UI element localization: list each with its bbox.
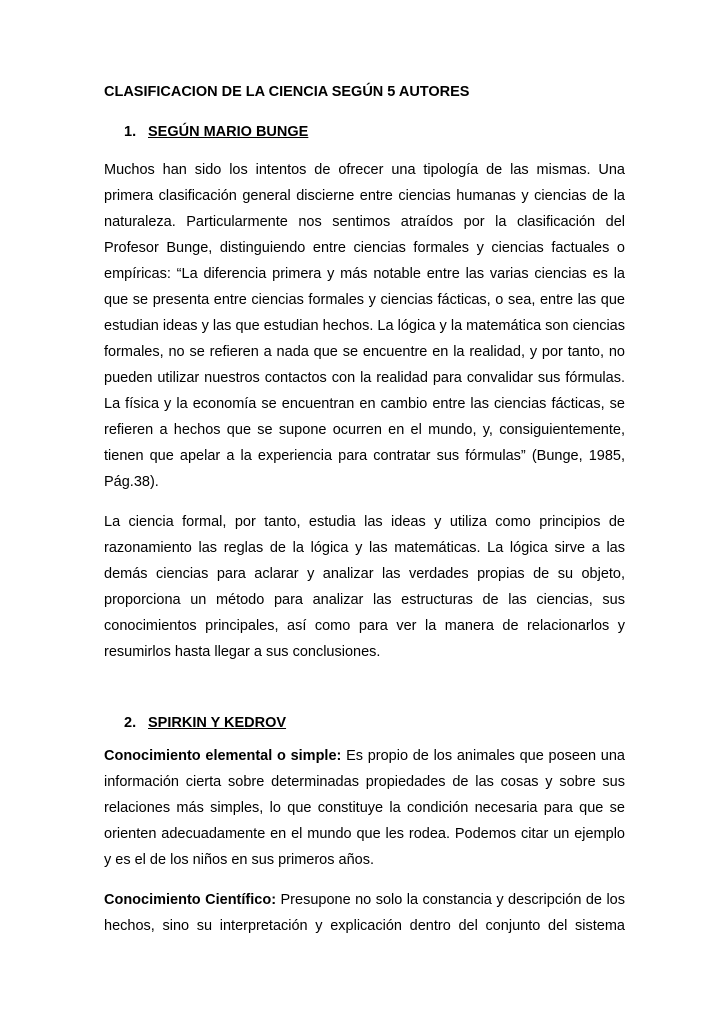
paragraph-text: Presupone no solo la constancia y descripción de los hechos, sino su interpretación y explicación dentro del conjunto del sistema [104,892,625,934]
paragraph-ciencia-formal [104,509,625,665]
paragraph-text: Muchos han sido los intentos de ofrecer una tipología de las mismas. Una primera clasificación general discierne entre ciencias humanas y ciencias de la naturaleza. Particularmente nos sentimos atraídos por la clasificación del Profesor Bunge, distinguiendo entre ciencias formales y ciencias factuales o empíricas: “La diferencia primera y más notable entre las varias ciencias es la que se presenta entre ciencias formales y ciencias fácticas, o sea, entre las que estudian ideas y las que estudian hechos. La lógica y la matemática son ciencias formales, no se refieren a nada que se encuentre en la realidad, y por tanto, no pueden utilizar nuestros contactos con la realidad para convalidar sus fórmulas. La física y la economía se encuentran en cambio entre las ciencias fácticas, se refieren a hechos que se supone ocurren en el mundo, y, consiguientemente, tienen que apelar a la experiencia para contratar sus fórmulas” (Bunge, 1985, Pág.38). [104,162,625,490]
paragraph-bunge-intro [104,157,625,495]
paragraph-conocimiento-elemental [104,743,625,873]
section-heading-bunge [104,122,625,142]
paragraph-text: La ciencia formal, por tanto, estudia las ideas y utiliza como principios de razonamiento las reglas de la lógica y las matemáticas. La lógica sirve a las demás ciencias para aclarar y analizar las verdades propias de su objeto, proporciona un método para analizar las estructuras de las ciencias, sus conocimientos principales, así como para ver la manera de relacionarlos y resumirlos hasta llegar a sus conclusiones. [104,514,625,660]
document-body [104,82,625,939]
section-number: 1. [124,124,137,140]
section-title: SPIRKIN Y KEDROV [148,715,287,731]
paragraph-text: Es propio de los animales que poseen una información cierta sobre determinadas propiedades de las cosas y sobre sus relaciones más simples, lo que constituye la condición necesaria para que se orienten adecuadamente en el mundo que les rodea. Podemos citar un ejemplo y es el de los niños en sus primeros años. [104,748,625,868]
section-heading-spirkin [104,713,625,733]
paragraph-lead: Conocimiento Científico: [104,892,277,908]
section-number: 2. [124,715,137,731]
section-title: SEGÚN MARIO BUNGE [148,124,309,140]
document-title: CLASIFICACION DE LA CIENCIA SEGÚN 5 AUTORES [104,84,470,100]
paragraph-conocimiento-cientifico [104,887,625,939]
paragraph-lead: Conocimiento elemental o simple: [104,748,342,764]
